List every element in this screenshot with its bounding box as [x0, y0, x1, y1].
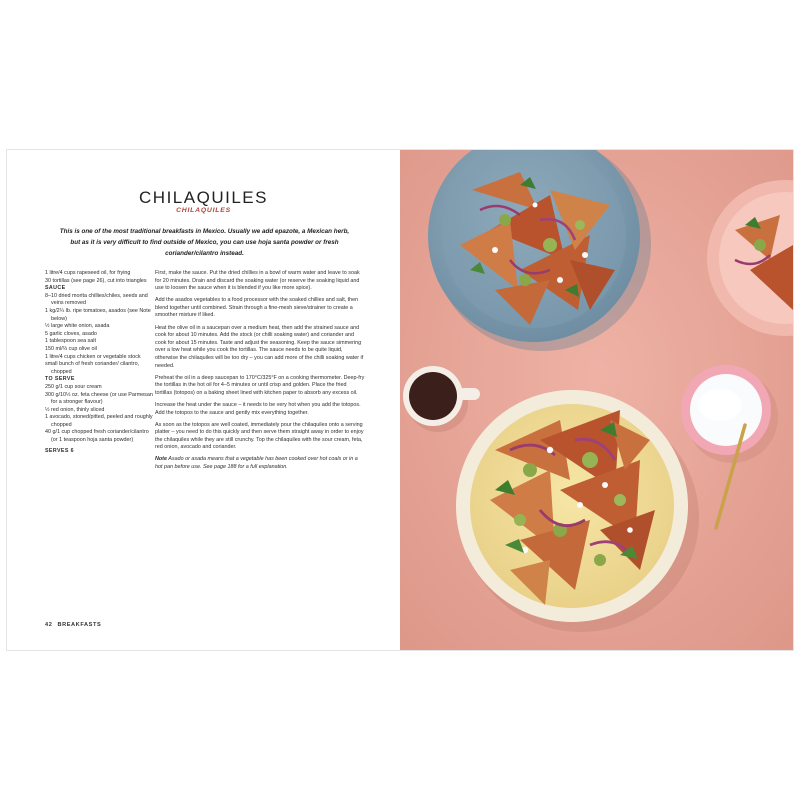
- ingredient-item: 1 tablespoon sea salt: [45, 338, 96, 345]
- serves-count: SERVES 6: [45, 447, 75, 454]
- method-step: Preheat the oil in a deep saucepan to 170°C/325°F on a cooking thermometer. Deep-fry the tortillas in the hot oil for 4–5 minutes or until crisp and golden. Place the fried tortillas (totopos) on a baking sheet lined with kitchen paper to absorb any excess oil.: [155, 374, 365, 396]
- method-text: [155, 270, 365, 476]
- ingredient-item: 300 g/10½ oz. feta cheese (or use Parmesan for a stronger flavour): [45, 391, 153, 406]
- note-label: Note: [155, 456, 167, 463]
- ingredient-item: ½ red onion, thinly sliced: [45, 406, 105, 413]
- ingredient-item: 1 kg/2¼ lb. ripe tomatoes, asados (see Note below): [45, 307, 151, 322]
- ingredient-item: 250 g/1 cup sour cream: [45, 383, 102, 390]
- ingredient-item: 1 avocado, stoned/pitted, peeled and roughly chopped: [45, 414, 153, 428]
- section-name: BREAKFASTS: [57, 622, 102, 628]
- method-step: Increase the heat under the sauce – it needs to be very hot when you add the totopos. Add the totopos to the sauce and gently mix everything together.: [155, 401, 361, 416]
- ingredient-item: 150 ml/⅔ cup olive oil: [45, 345, 97, 352]
- food-photo: [400, 150, 793, 650]
- note-text: Asado or asada means that a vegetable has been cooked over hot coals or in a hot pan before use. See page 188 for a full explanation.: [155, 456, 358, 471]
- ingredient-item: 8–10 dried morita chillies/chiles, seeds and veins removed: [45, 292, 148, 307]
- recipe-subtitle: CHILAQUILES: [176, 207, 231, 214]
- ingredient-item: 1 litre/4 cups chicken or vegetable stock: [45, 353, 141, 360]
- ingredient-item: 1 litre/4 cups rapeseed oil, for frying: [45, 270, 131, 276]
- recipe-title: CHILAQUILES: [139, 188, 268, 207]
- ingredient-section-heading: TO SERVE: [45, 376, 75, 383]
- ingredient-item: ½ large white onion, asada: [45, 323, 110, 330]
- method-step: Heat the olive oil in a saucepan over a medium heat, then add the strained sauce and cook for about 10 minutes. Add the stock (or chilli soaking water) and coriander and cook for about 15 minutes. Taste and adjust the seasoning. Keep the sauce simmering over a low heat while you cook the tortillas. The sauce needs to be quite liquid, otherwise the chilaquiles will be too dry – you can add more of the chilli soaking water if needed.: [155, 324, 364, 369]
- ingredient-item: small bunch of fresh coriander/ cilantro, chopped: [45, 361, 140, 375]
- book-spread: [7, 150, 793, 650]
- recipe-intro: This is one of the most traditional breakfasts in Mexico. Usually we add epazote, a Mexican herb, but as it is very difficult to find outside of Mexico, you can use hoja santa powder or fresh coriander/cilantro instead.: [59, 228, 350, 258]
- page-number: 42: [45, 622, 53, 628]
- left-page: [7, 150, 400, 650]
- ingredient-item: 5 garlic cloves, asado: [45, 330, 97, 337]
- method-step: Add the asados vegetables to a food processor with the soaked chillies and salt, then blend together until combined. Strain through a fine-mesh sieve/strainer to create a smoother mixture if liked.: [155, 297, 359, 319]
- recipe-note: [155, 456, 365, 471]
- method-step: As soon as the totopos are well coated, immediately pour the chilaquiles onto a serving platter – you need to do this quickly and then serve them straight away in order to enjoy the chilaquiles while they are still crunchy. Top the chilaquiles with the sour cream, feta, red onion, avocado and coriander.: [155, 421, 364, 451]
- page-footer: [45, 622, 101, 628]
- food-photo-illustration: [400, 150, 793, 650]
- ingredient-item: 40 g/1 cup chopped fresh coriander/cilantro (or 1 teaspoon hoja santa powder): [45, 429, 149, 444]
- ingredients-list: [45, 270, 153, 455]
- ingredient-section-heading: SAUCE: [45, 285, 66, 292]
- method-step: First, make the sauce. Put the dried chillies in a bowl of warm water and leave to soak for 20 minutes. Drain and discard the soaking water (or reserve the soaking liquid and use to loosen the sauce when it is blended if you like more spice).: [155, 270, 360, 292]
- ingredient-item: 30 tortillas (see page 26), cut into triangles: [45, 277, 147, 284]
